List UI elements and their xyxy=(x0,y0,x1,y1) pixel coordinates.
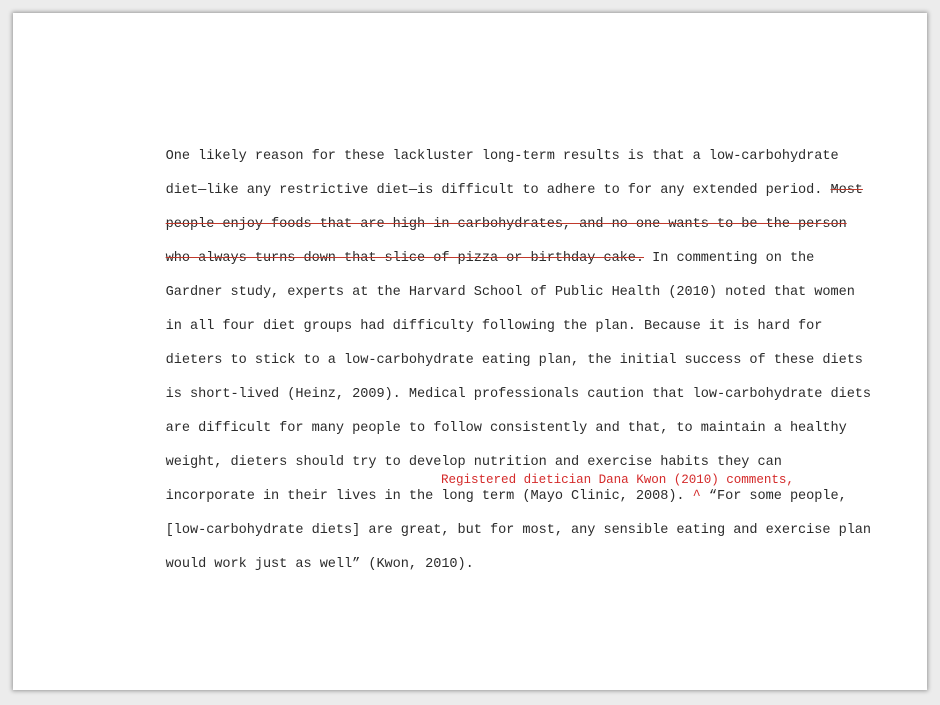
line-11-after-text: “For some people, xyxy=(700,489,847,504)
text-line-4 xyxy=(117,229,815,266)
line-6-text: in all four diet groups had difficulty following the plan. Because it is hard for xyxy=(165,319,823,334)
deleted-text: who always turns down that slice of pizza or birthday cake. xyxy=(165,251,645,266)
document-page xyxy=(13,13,927,690)
line-2-text: diet—like any restrictive diet—is difficult to adhere to for any extended period. xyxy=(165,183,831,198)
line-7-text: dieters to stick to a low-carbohydrate eating plan, the initial success of these diets xyxy=(165,353,863,368)
text-line-3 xyxy=(117,195,847,232)
line-11-text: incorporate in their lives in the long term (Mayo Clinic, 2008). xyxy=(165,489,693,504)
line-5-text: Gardner study, experts at the Harvard School of Public Health (2010) noted that women xyxy=(165,285,855,300)
text-line-9 xyxy=(117,399,847,436)
text-line-12 xyxy=(117,501,872,538)
line-12-text: [low-carbohydrate diets] are great, but for most, any sensible eating and exercise plan xyxy=(165,523,872,538)
line-9-text: are difficult for many people to follow consistently and that, to maintain a healthy xyxy=(165,421,847,436)
insertion-note: Registered dietician Dana Kwon (2010) comments, xyxy=(441,473,794,487)
line-4-text: In commenting on the xyxy=(644,251,815,266)
text-line-10 xyxy=(117,433,782,470)
insertion-caret: ^ xyxy=(692,489,701,504)
line-10-text: weight, dieters should try to develop nutrition and exercise habits they can xyxy=(165,455,782,470)
text-line-6 xyxy=(117,297,823,334)
deleted-text: people enjoy foods that are high in carbohydrates, and no one wants to be the person xyxy=(165,217,847,232)
text-line-5 xyxy=(117,263,855,300)
line-1-text: One likely reason for these lackluster long-term results is that a low-carbohydrate xyxy=(165,149,839,164)
line-13-text: would work just as well” (Kwon, 2010). xyxy=(165,557,474,572)
text-line-2 xyxy=(117,161,863,198)
text-line-13 xyxy=(117,535,474,572)
deleted-text: Most xyxy=(830,183,863,198)
text-line-1 xyxy=(117,127,839,164)
text-line-8 xyxy=(117,365,872,402)
line-8-text: is short-lived (Heinz, 2009). Medical professionals caution that low-carbohydrate diets xyxy=(165,387,872,402)
text-line-7 xyxy=(117,331,863,368)
